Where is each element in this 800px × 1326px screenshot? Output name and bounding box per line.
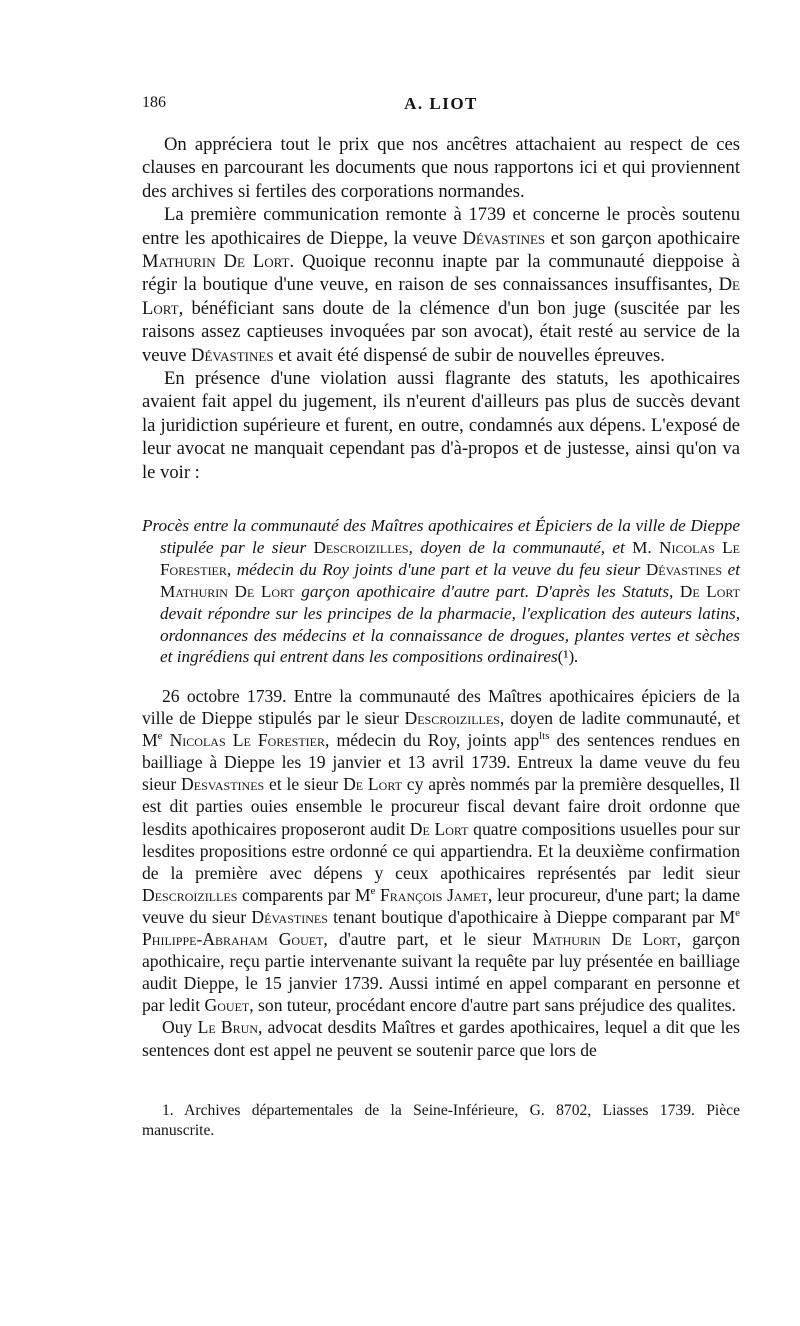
text-run: tenant boutique d'apothicaire à Dieppe comparant par M xyxy=(327,906,736,927)
footnote-text: 1. Archives départementales de la Seine-Inférieure, G. 8702, Liasses 1739. Pièce manuscrite. xyxy=(142,1102,740,1139)
name-mathurin-de-lort: Mathurin De Lort xyxy=(160,581,295,601)
footnote-reference: (¹) xyxy=(557,647,575,667)
text-run: , doyen de ladite communauté, et M xyxy=(142,708,740,751)
deed-paragraph xyxy=(142,685,740,1016)
superscript: e xyxy=(370,884,376,897)
text-run xyxy=(163,730,170,750)
name-philippe-abraham-gouet: Philippe-Abraham Gouet xyxy=(142,929,324,950)
text-run: quatre compositions usuelles pour sur lesdites propositions estre ordonné ce qui appartiendra. Et la deuxième confirmation de la première avec dépens y ceux apothicaires représentés par ledit sieur xyxy=(142,818,740,883)
text-run: et avait été dispensé de subir de nouvelles épreuves. xyxy=(273,344,665,366)
deed-transcription xyxy=(142,685,740,1061)
page-number: 186 xyxy=(142,94,166,111)
name-de-lort: De Lort xyxy=(679,581,741,601)
text-run: et son garçon apothicaire xyxy=(545,227,740,249)
deed-paragraph-le-brun xyxy=(142,1016,740,1060)
text-run: Procès entre la communauté des Maîtres apothicaires et Épiciers de la ville de Dieppe stipulée par le sieur xyxy=(142,516,740,557)
name-de-lort: De Lort xyxy=(409,818,469,839)
superscript: e xyxy=(735,907,740,920)
name-descroizilles: Descroizilles xyxy=(142,884,238,905)
text-run: garçon apothicaire d'autre part. D'après les Statuts, xyxy=(294,581,680,601)
text-run: et le sieur xyxy=(264,774,344,795)
name-devastines: Dévastines xyxy=(645,559,723,579)
name-de-lort: De Lort xyxy=(343,774,402,795)
text-run: , doyen de la communauté, et xyxy=(408,537,633,557)
name-descroizilles: Descroizilles xyxy=(313,537,409,557)
text-run: devait répondre sur les principes de la pharmacie, l'explication des auteurs latins, ordonnances des médecins et la connaissance de drogues, plantes vertes et sèches et ingrédiens qui entrent dans les compositions ordinaires xyxy=(160,603,740,667)
text-run: cy après nommés par la première desquelles, Il est dit parties ouies ensemble le procureur fiscal devant faire droit ordonne que lesdits apothicaires proposeront audit xyxy=(142,774,740,839)
paragraph-intro: On appréciera tout le prix que nos ancêtres attachaient au respect de ces clauses en parcourant les documents que nous rapportons ici et qui proviennent des archives si fertiles des corporations normandes. xyxy=(142,134,740,202)
text-run: , bénéficiant sans doute de la clémence d'un bon juge (suscitée par les raisons assez captieuses invoquées par son avocat), était resté au service de la veuve xyxy=(142,297,740,366)
quoted-case-summary xyxy=(142,515,740,668)
name-devastines: Dévastines xyxy=(191,344,274,366)
name-mathurin-de-lort: Mathurin De Lort xyxy=(532,929,677,950)
name-desvastines: Desvastines xyxy=(181,774,265,795)
name-nicolas-le-forestier: Nicolas Le Forestier xyxy=(169,730,326,751)
name-descroizilles: Descroizilles xyxy=(404,708,500,729)
text-run: , son tuteur, procédant encore d'autre part sans préjudice des qualites. xyxy=(249,995,736,1016)
text-run: . Quoique reconnu inapte par la communauté dieppoise à régir la boutique d'une veuve, en raison de ses connaissances insuffisantes, xyxy=(142,251,740,296)
text-run: comparents par M xyxy=(237,884,371,905)
name-de-lort: De Lort xyxy=(142,274,740,319)
name-francois-jamet: François Jamet xyxy=(379,884,488,905)
text-run: , advocat desdits Maîtres et gardes apothicaires, lequel a dit que les sentences dont est appel ne peuvent se soutenir parce que lors de xyxy=(142,1017,741,1060)
footnote xyxy=(142,1101,740,1141)
name-le-brun: Le Brun xyxy=(197,1017,258,1038)
page-header xyxy=(142,94,740,118)
name-mathurin-de-lort: Mathurin De Lort xyxy=(142,251,290,273)
paragraph-appeal: En présence d'une violation aussi flagrante des statuts, les apothicaires avaient fait appel du jugement, ils n'eurent d'ailleurs pas plus de succès devant la juridiction supérieure et furent, en outre, condamnés aux dépens. L'exposé de leur avocat ne manquait cependant pas d'à-propos et de justesse, ainsi qu'on va le voir : xyxy=(142,368,740,483)
paragraph-first-communication xyxy=(142,203,740,367)
name-nicolas-le-forestier: M. Nicolas Le Forestier xyxy=(160,537,740,579)
superscript: e xyxy=(157,730,163,743)
name-devastines: Dévastines xyxy=(462,227,546,249)
text-run: , garçon apothicaire, reçu partie intervenante suivant la requête par luy présentée en bailliage audit Dieppe, le 15 janvier 1739. Aussi intimé en appel comparant en personne et par ledit xyxy=(142,929,740,1016)
text-run: Ouy xyxy=(162,1017,198,1038)
running-title: A. LIOT xyxy=(404,94,478,113)
name-gouet: Gouet xyxy=(204,995,250,1016)
text-run: , médecin du Roy joints d'une part et la veuve du feu sieur xyxy=(226,559,646,579)
body-text xyxy=(142,133,740,484)
text-run: La première communication remonte à 1739 et concerne le procès soutenu entre les apothicaires de Dieppe, la veuve xyxy=(142,204,740,249)
text-run: , médecin du Roy, joints app xyxy=(325,730,540,751)
superscript: lts xyxy=(539,730,550,743)
text-run: des sentences rendues en bailliage à Dieppe les 19 janvier et 13 avril 1739. Entreux la dame veuve du feu sieur xyxy=(142,730,740,795)
quote-paragraph xyxy=(142,515,740,668)
text-run: . xyxy=(574,647,579,667)
text-run: , leur procureur, d'une part; la dame veuve du sieur xyxy=(142,884,741,927)
text-run: , d'autre part, et le sieur xyxy=(323,929,533,950)
text-run: 26 octobre 1739. Entre la communauté des Maîtres apothicaires épiciers de la ville de Dieppe stipulés par le sieur xyxy=(142,686,740,729)
name-devastines: Dévastines xyxy=(251,906,328,927)
text-run: et xyxy=(722,559,740,579)
